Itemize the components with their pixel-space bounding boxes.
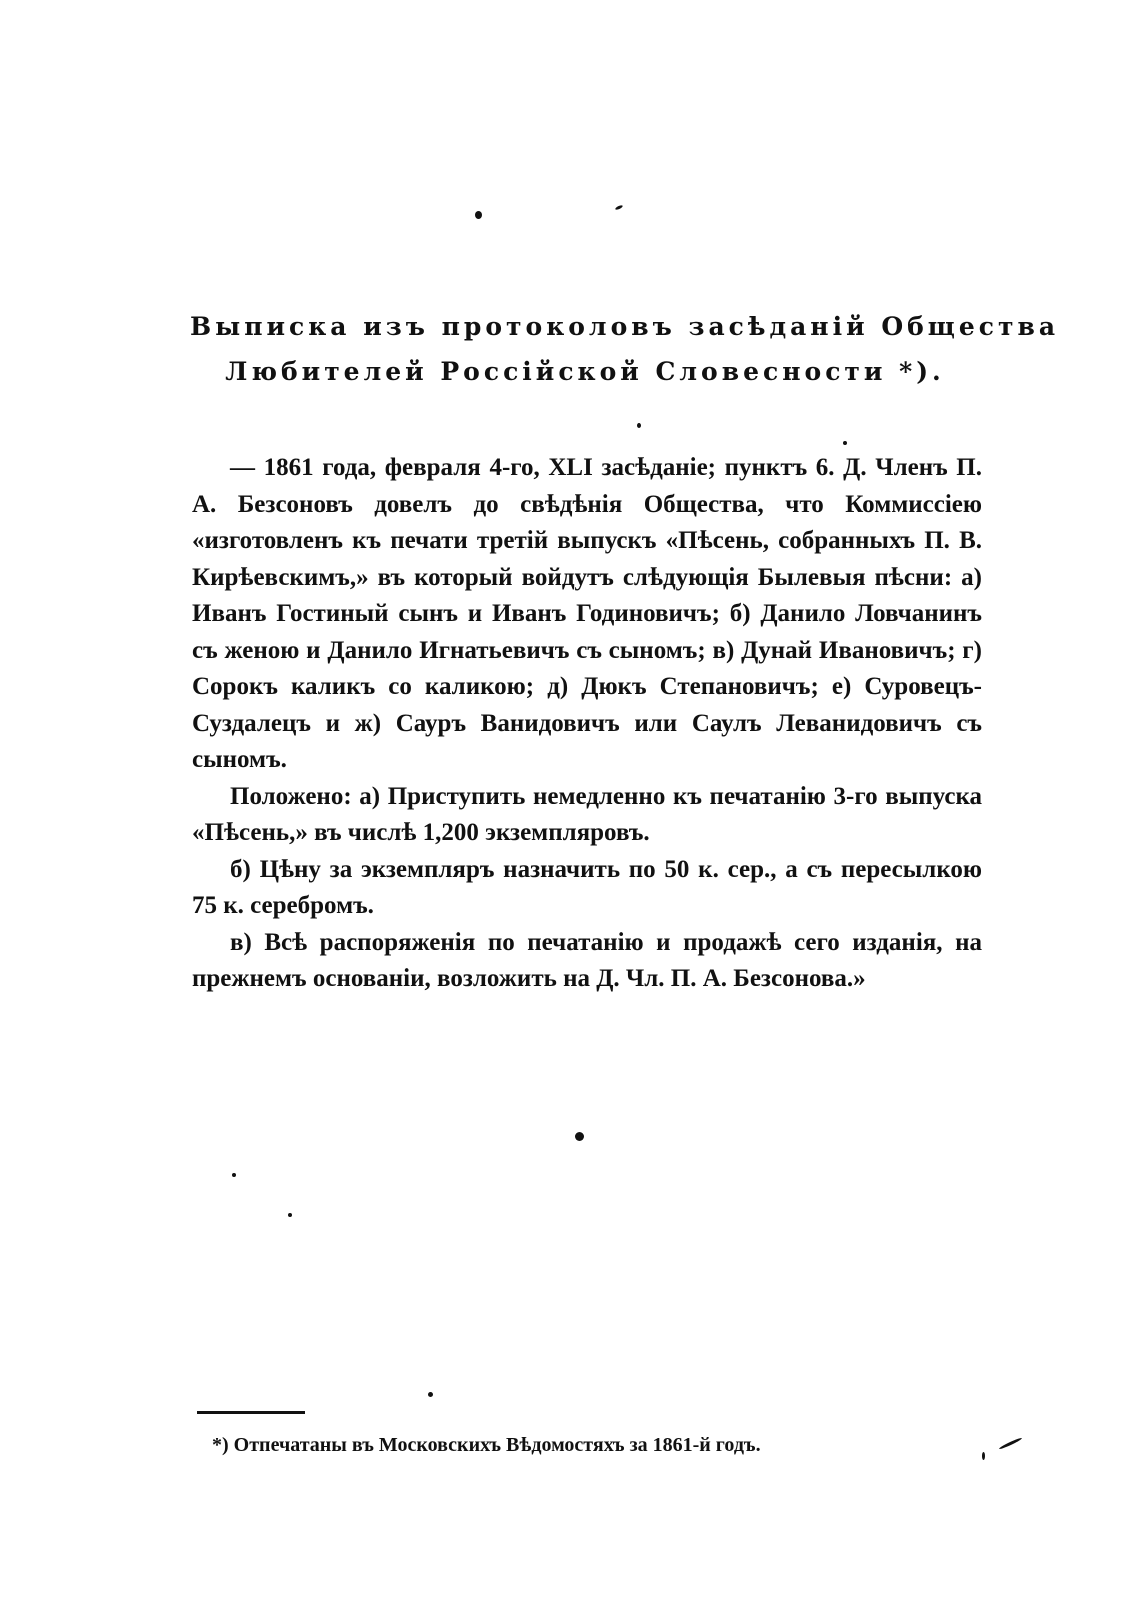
resolution-paragraph: Положено: а) Приступить немедленно къ печатанію 3-го выпуска «Пѣсень,» въ числѣ 1,200 экземпляровъ. [192, 782, 982, 846]
ink-speck [637, 423, 641, 428]
minutes-paragraph: — 1861 года, февраля 4-го, XLI засѣданіе; пунктъ 6. Д. Членъ П. А. Безсоновъ довелъ до свѣдѣнія Общества, что Коммиссіею «изготовленъ къ печати третій выпускъ «Пѣсень, собранныхъ П. В. Кирѣевскимъ,» въ который войдутъ слѣдующія Былевыя пѣсни: а) Иванъ Гостиный сынъ и Иванъ Годиновичъ; б) Данило Ловчанинъ съ женою и Данило Игнатьевичъ съ сыномъ; в) Дунай Ивановичъ; г) Сорокъ каликъ со каликою; д) Дюкъ Степановичъ; е) Суровецъ-Суздалецъ и ж) Сауръ Ванидовичъ или Саулъ Леванидовичъ съ сыномъ. [192, 454, 982, 773]
footnote-divider [197, 1411, 305, 1414]
ink-speck [232, 1173, 236, 1177]
ink-speck [982, 1452, 985, 1460]
body-text [192, 450, 982, 998]
ink-speck [615, 204, 624, 210]
ink-speck [843, 441, 847, 445]
ink-speck [575, 1132, 584, 1141]
heading-line-1: Выписка изъ протоколовъ засѣданій Общества [190, 312, 1060, 341]
ink-speck [999, 1437, 1023, 1450]
footnote: *) Отпечатаны въ Московскихъ Вѣдомостяхъ за 1861-й годъ. [212, 1434, 761, 1456]
ink-speck [475, 211, 482, 219]
ink-speck [428, 1392, 433, 1397]
heading-line-2: Любителей Россійской Словесности *). [225, 357, 945, 386]
ink-speck [288, 1213, 292, 1217]
orders-paragraph: в) Всѣ распоряженія по печатанію и продажѣ сего изданія, на прежнемъ основаніи, возложить на Д. Чл. П. А. Безсонова.» [192, 928, 982, 992]
price-paragraph: б) Цѣну за экземпляръ назначить по 50 к. сер., а съ пересылкою 75 к. серебромъ. [192, 855, 982, 919]
